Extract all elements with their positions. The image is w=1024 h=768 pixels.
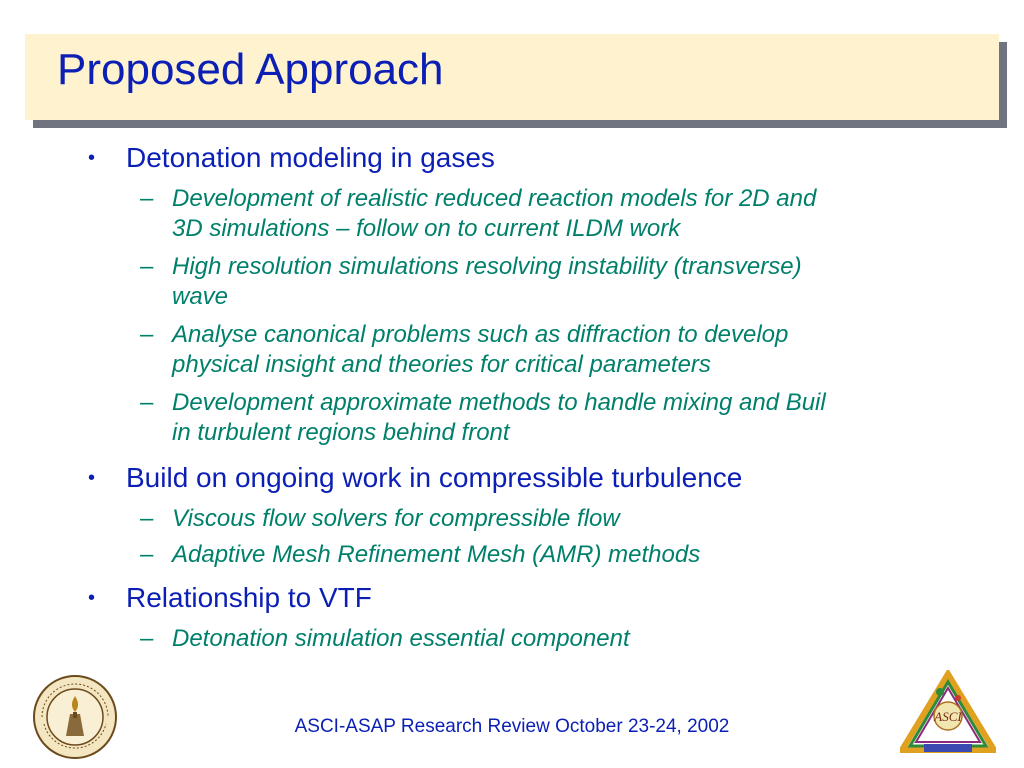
asci-logo-icon [900,670,996,756]
bullet-dot-icon: • [88,467,96,489]
dash-icon: – [140,505,154,532]
sub-line: 3D simulations – follow on to current ILDM work [172,215,681,242]
caltech-seal-icon [32,674,118,760]
dash-icon: – [140,253,154,280]
bullet-text: Detonation modeling in gases [126,142,495,173]
bullet-text: Build on ongoing work in compressible turbulence [126,462,743,493]
sub-line: Development approximate methods to handle mixing and Buil [172,389,826,416]
bullet-dot-icon: • [88,147,96,169]
sub-line: Analyse canonical problems such as diffraction to develop [172,321,789,348]
sub-text [172,504,972,534]
sub-text [172,184,972,244]
sub-line: Development of realistic reduced reaction models for 2D and [172,185,817,212]
sub-text [172,388,972,448]
sub-text [172,252,972,312]
bullet-dot-icon: • [88,587,96,609]
bullet-text: Relationship to VTF [126,582,372,613]
dash-icon: – [140,541,154,568]
dash-icon: – [140,625,154,652]
sub-line: Adaptive Mesh Refinement Mesh (AMR) methods [172,541,701,568]
dash-icon: – [140,185,154,212]
dash-icon: – [140,389,154,416]
sub-text [172,540,972,570]
sub-line: Detonation simulation essential component [172,625,630,652]
sub-text [172,320,972,380]
sub-line: wave [172,283,229,310]
sub-line: Viscous flow solvers for compressible flow [172,505,620,532]
dash-icon: – [140,321,154,348]
svg-text:ASCI: ASCI [934,709,962,724]
slide-title: Proposed Approach [57,45,444,94]
sub-line: physical insight and theories for critical parameters [172,351,711,378]
sub-text [172,624,972,654]
footer-text: ASCI-ASAP Research Review October 23-24, 2002 [294,716,730,737]
sub-line: in turbulent regions behind front [172,419,510,446]
title-box [25,34,999,120]
sub-line: High resolution simulations resolving instability (transverse) [172,253,802,280]
